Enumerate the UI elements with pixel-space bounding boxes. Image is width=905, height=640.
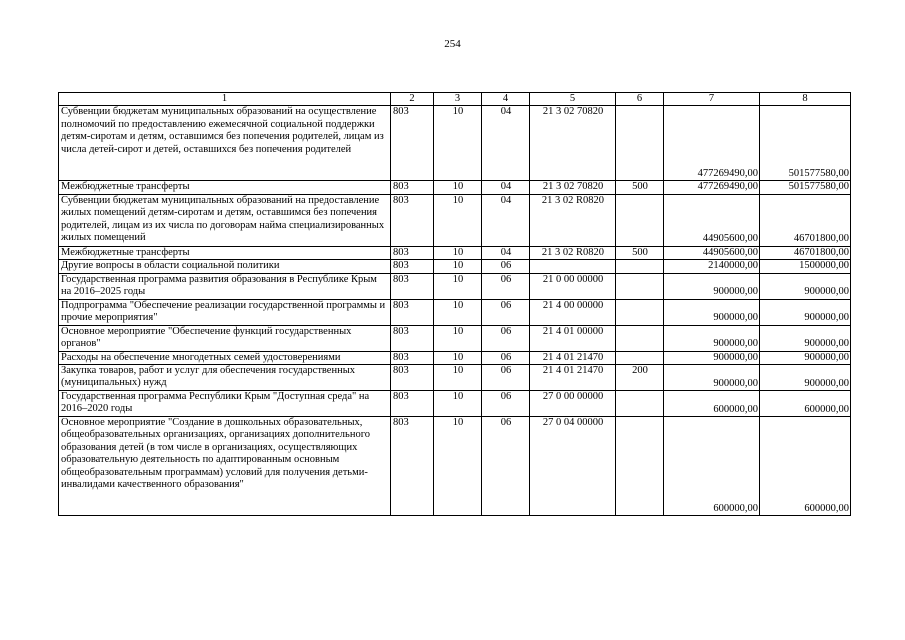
row-amount-col8: 46701800,00 [760, 246, 851, 259]
row-target-article: 27 0 04 00000 [530, 417, 616, 516]
row-section: 10 [434, 365, 482, 391]
row-amount-col7: 900000,00 [664, 273, 760, 299]
row-target-article: 21 4 01 00000 [530, 325, 616, 351]
row-section: 10 [434, 417, 482, 516]
row-target-article: 21 0 00 00000 [530, 273, 616, 299]
row-amount-col8: 900000,00 [760, 365, 851, 391]
row-section: 10 [434, 391, 482, 417]
row-amount-col7: 2140000,00 [664, 260, 760, 273]
row-amount-col8: 900000,00 [760, 351, 851, 364]
row-name: Подпрограмма "Обеспечение реализации государственной программы и прочие мероприятия" [59, 299, 391, 325]
header-cell-8: 8 [760, 93, 851, 106]
row-section: 10 [434, 106, 482, 181]
table-row [59, 351, 851, 364]
table-row [59, 365, 851, 391]
row-name: Субвенции бюджетам муниципальных образований на осуществление полномочий по предоставлению ежемесячной социальной поддержки детям-сиротам и детям, оставшимся без попечения родителей, лицам из числа детей-сирот и детей, оставшихся без попечения родителей [59, 106, 391, 181]
row-amount-col7: 900000,00 [664, 351, 760, 364]
header-cell-5: 5 [530, 93, 616, 106]
row-code-ministry: 803 [391, 325, 434, 351]
header-cell-4: 4 [482, 93, 530, 106]
table-row [59, 273, 851, 299]
row-section: 10 [434, 299, 482, 325]
row-subsection: 04 [482, 106, 530, 181]
header-cell-6: 6 [616, 93, 664, 106]
row-code-ministry: 803 [391, 273, 434, 299]
header-cell-3: 3 [434, 93, 482, 106]
row-name: Расходы на обеспечение многодетных семей удостоверениями [59, 351, 391, 364]
row-subsection: 06 [482, 391, 530, 417]
row-amount-col8: 501577580,00 [760, 181, 851, 194]
row-subsection: 04 [482, 194, 530, 246]
row-name: Государственная программа развития образования в Республике Крым на 2016–2025 годы [59, 273, 391, 299]
row-section: 10 [434, 351, 482, 364]
row-amount-col7: 900000,00 [664, 365, 760, 391]
row-expense-type [616, 351, 664, 364]
row-name: Государственная программа Республики Крым "Доступная среда" на 2016–2020 годы [59, 391, 391, 417]
row-subsection: 04 [482, 181, 530, 194]
row-expense-type [616, 391, 664, 417]
row-code-ministry: 803 [391, 299, 434, 325]
row-code-ministry: 803 [391, 246, 434, 259]
row-target-article: 27 0 00 00000 [530, 391, 616, 417]
row-amount-col7: 600000,00 [664, 391, 760, 417]
header-cell-2: 2 [391, 93, 434, 106]
row-name: Межбюджетные трансферты [59, 181, 391, 194]
table-row [59, 299, 851, 325]
row-expense-type: 500 [616, 181, 664, 194]
row-target-article: 21 4 00 00000 [530, 299, 616, 325]
row-name: Закупка товаров, работ и услуг для обеспечения государственных (муниципальных) нужд [59, 365, 391, 391]
header-cell-1: 1 [59, 93, 391, 106]
row-expense-type [616, 325, 664, 351]
row-code-ministry: 803 [391, 260, 434, 273]
row-expense-type [616, 194, 664, 246]
row-amount-col8: 600000,00 [760, 417, 851, 516]
table-row [59, 181, 851, 194]
row-target-article: 21 4 01 21470 [530, 351, 616, 364]
row-name: Основное мероприятие "Создание в дошкольных образовательных, общеобразовательных организациях, организациях дополнительного образования детей (в том числе в организациях, осуществляющих образовательную деятельность по адаптированным основным общеобразовательным программам) условий для получения детьми-инвалидами качественного образования" [59, 417, 391, 516]
page-number: 254 [444, 38, 461, 50]
row-name: Другие вопросы в области социальной политики [59, 260, 391, 273]
row-section: 10 [434, 181, 482, 194]
row-amount-col7: 477269490,00 [664, 106, 760, 181]
table-row [59, 325, 851, 351]
row-subsection: 06 [482, 260, 530, 273]
table-row [59, 417, 851, 516]
row-amount-col7: 600000,00 [664, 417, 760, 516]
table-row [59, 194, 851, 246]
row-target-article: 21 3 02 R0820 [530, 246, 616, 259]
row-expense-type [616, 417, 664, 516]
row-subsection: 06 [482, 351, 530, 364]
row-subsection: 06 [482, 299, 530, 325]
row-expense-type [616, 299, 664, 325]
row-expense-type [616, 260, 664, 273]
row-amount-col8: 900000,00 [760, 273, 851, 299]
row-amount-col7: 900000,00 [664, 299, 760, 325]
row-subsection: 04 [482, 246, 530, 259]
row-code-ministry: 803 [391, 391, 434, 417]
table-row [59, 260, 851, 273]
row-code-ministry: 803 [391, 351, 434, 364]
row-amount-col8: 600000,00 [760, 391, 851, 417]
row-amount-col7: 477269490,00 [664, 181, 760, 194]
row-code-ministry: 803 [391, 417, 434, 516]
row-subsection: 06 [482, 365, 530, 391]
row-amount-col7: 44905600,00 [664, 194, 760, 246]
row-subsection: 06 [482, 273, 530, 299]
row-expense-type: 500 [616, 246, 664, 259]
table-row [59, 246, 851, 259]
row-target-article: 21 3 02 R0820 [530, 194, 616, 246]
row-subsection: 06 [482, 325, 530, 351]
row-expense-type [616, 273, 664, 299]
row-section: 10 [434, 325, 482, 351]
row-code-ministry: 803 [391, 365, 434, 391]
row-amount-col8: 900000,00 [760, 299, 851, 325]
row-amount-col8: 501577580,00 [760, 106, 851, 181]
row-name: Основное мероприятие "Обеспечение функций государственных органов" [59, 325, 391, 351]
row-subsection: 06 [482, 417, 530, 516]
row-section: 10 [434, 260, 482, 273]
table-header-row [59, 93, 851, 106]
row-target-article: 21 3 02 70820 [530, 181, 616, 194]
row-amount-col7: 900000,00 [664, 325, 760, 351]
row-amount-col8: 900000,00 [760, 325, 851, 351]
table-row [59, 391, 851, 417]
row-code-ministry: 803 [391, 181, 434, 194]
budget-table [58, 92, 851, 516]
row-code-ministry: 803 [391, 106, 434, 181]
table-row [59, 106, 851, 181]
row-target-article: 21 4 01 21470 [530, 365, 616, 391]
row-section: 10 [434, 273, 482, 299]
row-section: 10 [434, 246, 482, 259]
row-name: Субвенции бюджетам муниципальных образований на предоставление жилых помещений детям-сиротам и детям, оставшимся без попечения родителей, лицам из их числа по договорам найма специализированных жилых помещений [59, 194, 391, 246]
row-amount-col8: 1500000,00 [760, 260, 851, 273]
row-expense-type: 200 [616, 365, 664, 391]
row-code-ministry: 803 [391, 194, 434, 246]
row-target-article [530, 260, 616, 273]
row-name: Межбюджетные трансферты [59, 246, 391, 259]
row-target-article: 21 3 02 70820 [530, 106, 616, 181]
row-amount-col8: 46701800,00 [760, 194, 851, 246]
row-section: 10 [434, 194, 482, 246]
row-expense-type [616, 106, 664, 181]
header-cell-7: 7 [664, 93, 760, 106]
row-amount-col7: 44905600,00 [664, 246, 760, 259]
